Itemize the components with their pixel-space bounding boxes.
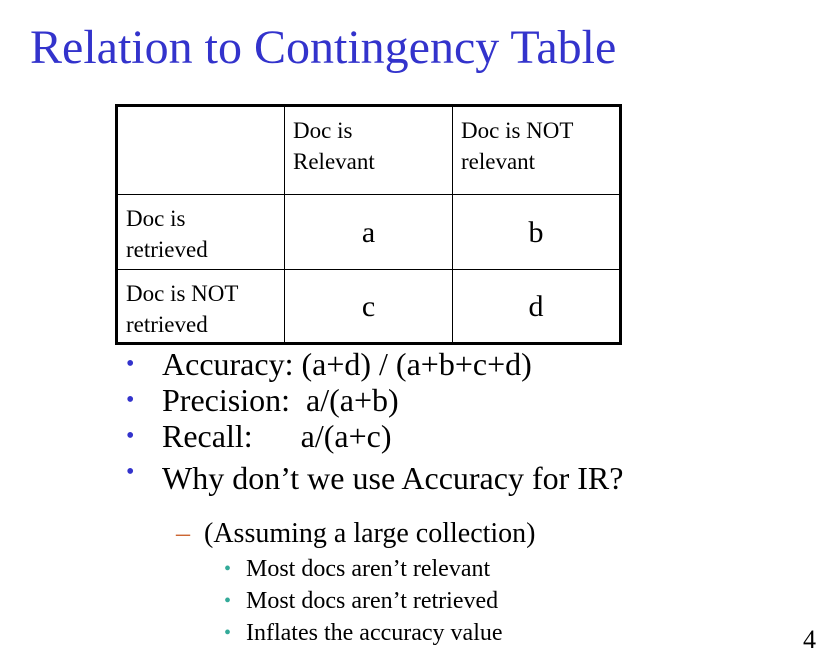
bullet-dot-icon: • — [126, 351, 135, 377]
table-corner-cell — [117, 106, 285, 195]
sub-sub-bullet-not-retrieved: • Most docs aren’t retrieved — [222, 585, 503, 617]
page-number: 4 — [803, 625, 816, 654]
contingency-table — [115, 104, 622, 345]
table-row-not-retrieved — [117, 270, 621, 344]
table-cell-a: a — [285, 195, 453, 270]
sub-sub-bullet-inflates: • Inflates the accuracy value — [222, 617, 503, 649]
small-bullet-icon: • — [224, 590, 232, 612]
header-not-relevant: Doc is NOT relevant — [461, 118, 574, 174]
table-cell-c: c — [285, 270, 453, 344]
bullet-accuracy: • Accuracy: (a+d) / (a+b+c+d) — [126, 346, 532, 382]
dash-bullet-icon: – — [176, 518, 190, 549]
bullet-dot-icon: • — [126, 423, 135, 449]
bullet-dot-icon: • — [126, 459, 135, 485]
sub-bullet-assumption: – (Assuming a large collection) — [176, 516, 536, 552]
sub-sub-bullet-not-relevant: • Most docs aren’t relevant — [222, 553, 503, 585]
row-label-not-retrieved: Doc is NOT retrieved — [126, 281, 239, 337]
row-label-retrieved: Doc is retrieved — [126, 206, 208, 262]
bullet-why-accuracy: • Why don’t we use Accuracy for IR? — [126, 454, 686, 490]
table-cell-b: b — [453, 195, 621, 270]
bullet-dot-icon: • — [126, 387, 135, 413]
small-bullet-icon: • — [224, 622, 232, 644]
table-header-row — [117, 106, 621, 195]
small-bullet-icon: • — [224, 558, 232, 580]
table-row-header-not-retrieved — [117, 270, 285, 344]
bullet-list — [126, 346, 686, 496]
header-relevant: Doc is Relevant — [293, 118, 375, 174]
sub-bullet-list — [176, 516, 536, 552]
bullet-precision: • Precision: a/(a+b) — [126, 382, 399, 418]
table-header-cell-relevant — [285, 106, 453, 195]
table-row-header-retrieved — [117, 195, 285, 270]
slide-title: Relation to Contingency Table — [30, 21, 617, 74]
bullet-recall: • Recall: a/(a+c) — [126, 418, 392, 454]
table-cell-d: d — [453, 270, 621, 344]
table-header-cell-not-relevant — [453, 106, 621, 195]
sub-sub-bullet-list — [222, 553, 503, 649]
table-row-retrieved — [117, 195, 621, 270]
